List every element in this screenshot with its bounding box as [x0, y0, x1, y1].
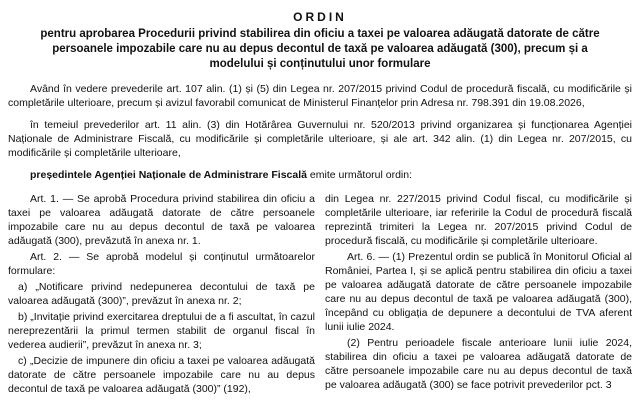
- intro-paragraph-1: Având în vedere prevederile art. 107 alin. (1) și (5) din Legea nr. 207/2015 privind Codul de procedură fiscală, cu modificările și completările ulterioare, precum și avizul favorabil comunicat de Ministerul Finanțelor prin Adresa nr. 798.391 din 19.08.2026,: [8, 83, 632, 109]
- issuer-line: [8, 168, 632, 182]
- intro-paragraph-2: în temeiul prevederilor art. 11 alin. (3) din Hotărârea Guvernului nr. 520/2013 privind organizarea și funcționarea Agenției Naționale de Administrare Fiscală, cu modificările și completările ulterioare, și ale art. 342 alin. (1) din Legea nr. 207/2015, cu modificările și completările ulterioare,: [8, 119, 632, 159]
- articles-columns: [8, 192, 632, 398]
- issuer-action: emite următorul ordin:: [306, 169, 413, 181]
- left-column: [8, 192, 315, 398]
- issuer-name: președintele Agenției Naționale de Administrare Fiscală: [30, 169, 307, 181]
- article-2: Art. 2. — Se aprobă modelul și conținutul următoarelor formulare:: [8, 251, 315, 277]
- document-title: ORDIN: [293, 10, 347, 24]
- article-2-item-a: a) „Notificare privind nedepunerea decontului de taxă pe valoarea adăugată (300)”, prevăzut în anexa nr. 2;: [8, 281, 315, 307]
- article-2-item-c: c) „Decizie de impunere din oficiu a taxei pe valoarea adăugată datorate de către persoanele impozabile care nu au depus decontul de taxă pe valoarea adăugată (300)” (192),: [8, 355, 315, 395]
- document-subtitle: pentru aprobarea Procedurii privind stabilirea din oficiu a taxei pe valoarea adăugată datorate de către persoanele impozabile care nu au depus decontul de taxă pe valoarea adăugată (300), precum și a modelului și conținutului unor formulare: [40, 28, 600, 70]
- article-6-paragraph-1: Art. 6. — (1) Prezentul ordin se publică în Monitorul Oficial al României, Partea I, și se aplică pentru stabilirea din oficiu a taxei pe valoarea adăugată datorate de către persoanele impozabile care nu au depus decontul de taxă pe valoarea adăugată (300), începând cu obligația de depunere a decontului de TVA aferent lunii iulie 2024.: [325, 251, 632, 333]
- intro-section: [8, 82, 632, 160]
- right-column: [325, 192, 632, 398]
- article-2-item-b: b) „Invitație privind exercitarea dreptului de a fi ascultat, în cazul nereprezentării la primul termen stabilit de organul fiscal în vederea audierii”, prevăzut în anexa nr. 3;: [8, 311, 315, 351]
- article-1: Art. 1. — Se aprobă Procedura privind stabilirea din oficiu a taxei pe valoarea adăugată datorate de către persoanele impozabile care nu au depus decontul de taxă pe valoarea adăugată (300), prevăzută în anexa nr. 1.: [8, 193, 315, 247]
- article-6-paragraph-2: (2) Pentru perioadele fiscale anterioare lunii iulie 2024, stabilirea din oficiu a taxei pe valoarea adăugată datorate de către persoanele impozabile care nu au depus decontul de taxă pe valoarea adăugată (300) se face potrivit prevederilor pct. 3: [325, 337, 632, 391]
- article-5-continuation: din Legea nr. 227/2015 privind Codul fiscal, cu modificările și completările ulterioare, iar referirile la Codul de procedură fiscală reprezintă trimiteri la Legea nr. 207/2015 privind Codul de procedură fiscală, cu modificările și completările ulterioare.: [325, 193, 632, 247]
